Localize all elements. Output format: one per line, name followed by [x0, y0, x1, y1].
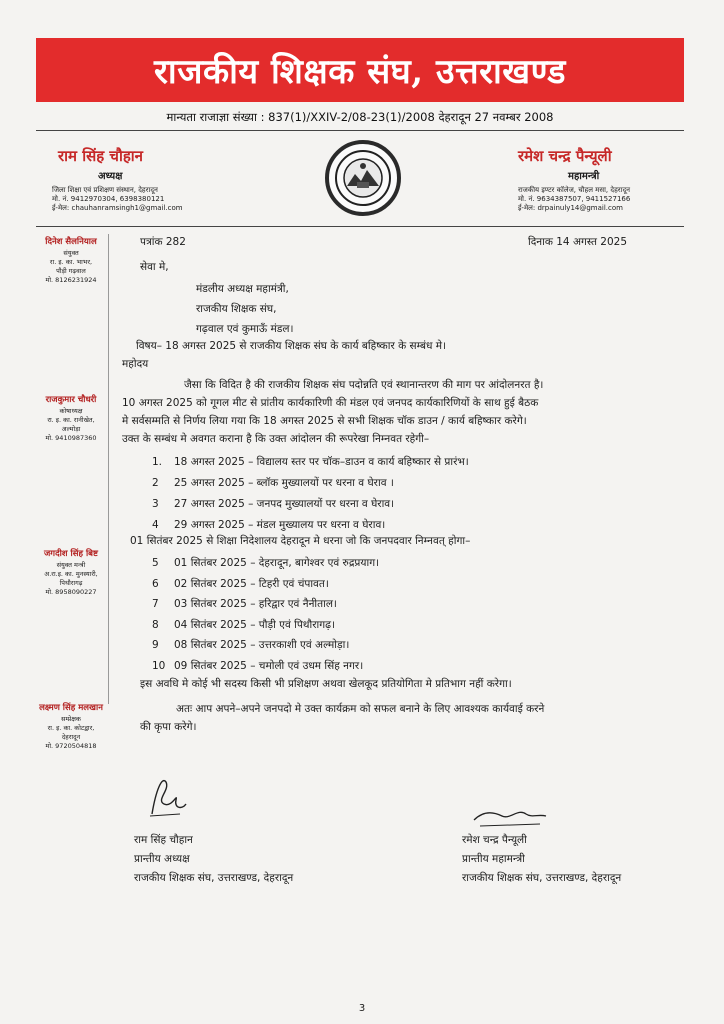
list-item: 9 08 सितंबर 2025 – उत्तरकाशी एवं अल्मोड़ा। — [152, 639, 350, 651]
letter-reference: पत्रांक 282 — [140, 236, 186, 248]
letter-date: दिनाक 14 अगस्त 2025 — [528, 236, 628, 248]
secretary-designation: महामन्त्री — [568, 171, 600, 182]
recognition-line: मान्यता राजाज्ञा संख्या : 837(1)/XXIV-2/08-23(1)/2008 देहरादून 27 नवम्बर 2008 — [166, 110, 554, 124]
officer-name: दिनेश सैलनियाल — [45, 237, 97, 247]
greeting: महोदय — [122, 358, 149, 370]
sidebar-officer: जगदीश सिंह बिष्ट संयुक्त मन्त्री अ.रा.इ. का. मुनस्यारी, पिथौरागढ़ मो. 8958090227 — [36, 548, 106, 597]
list-item: 6 02 सितंबर 2025 – टिहरी एवं चंपावत। — [152, 577, 329, 590]
header-divider — [36, 130, 684, 131]
president-sign-block: राम सिंह चौहान प्रान्तीय अध्यक्ष राजकीय शिक्षक संघ, उत्तराखण्ड, देहरादून — [134, 834, 294, 884]
subject-line: विषय– 18 अगस्त 2025 से राजकीय शिक्षक संघ के कार्य बहिष्कार के सम्बंध मे। — [136, 340, 447, 352]
salutation-to: सेवा मे, — [140, 261, 169, 273]
president-phone: मो. नं. 9412970304, 6398380121 — [52, 195, 165, 203]
secretary-address: राजकीय इण्टर कॉलेज, चौहल मसा, देहरादून — [518, 186, 631, 194]
paragraph-4: इस अवधि मे कोई भी सदस्य किसी भी प्रशिक्षण अथवा खेलकूद प्रतियोगिता मे प्रतिभाग नहीं करेगा। — [140, 678, 512, 690]
officer-name: जगदीश सिंह बिष्ट — [44, 549, 98, 559]
president-address: जिला शिक्षा एवं प्रशिक्षण संस्थान, देहरादून — [52, 186, 158, 194]
president-name: राम सिंह चौहान — [58, 147, 144, 165]
list-item: 10 09 सितंबर 2025 – चमोली एवं उधम सिंह नगर। — [152, 659, 364, 672]
secretary-phone: मो. नं. 9634387507, 9411527166 — [518, 195, 631, 203]
secretary-signature — [470, 800, 550, 832]
list-item: 3 27 अगस्त 2025 – जनपद मुख्यालयों पर धरना व घेराव। — [152, 498, 395, 510]
list-item: 4 29 अगस्त 2025 – मंडल मुख्यालय पर धरना व घेराव। — [152, 519, 386, 531]
president-email: ई-मेल: chauhanramsingh1@gmail.com — [52, 204, 183, 212]
secretary-sign-block: रमेश चन्द्र पैन्यूली प्रान्तीय महामन्त्री राजकीय शिक्षक संघ, उत्तराखण्ड, देहरादून — [462, 834, 622, 884]
page-number: 3 — [358, 1003, 366, 1014]
sidebar-divider — [108, 234, 109, 704]
seal-emblem-icon — [333, 148, 393, 208]
sidebar-officer: लक्ष्मण सिंह मलखान सम्प्रेक्षक रा. इ. का. कोटद्वार, देहरादून मो. 9720504818 — [36, 702, 106, 751]
paragraph-2-line-2: मे सर्वसम्मति से निर्णय लिया गया कि 18 अगस्त 2025 से सभी शिक्षक चॉक डाउन / कार्य बहिष्कार करेगे। — [122, 415, 527, 427]
secretary-name: रमेश चन्द्र पैन्यूली — [518, 147, 612, 165]
paragraph-2-line-1: 10 अगस्त 2025 को गूगल मीट से प्रांतीय कार्यकारिणी की मंडल एवं जनपद कार्यकारिणियों के साथ हुई बैठक — [122, 397, 539, 409]
list-item: 7 03 सितंबर 2025 – हरिद्वार एवं नैनीताल। — [152, 598, 337, 610]
officer-name: लक्ष्मण सिंह मलखान — [39, 703, 103, 713]
paragraph-5-line-1: अतः आप अपने–अपने जनपदो मे उक्त कार्यक्रम को सफल बनाने के लिए आवश्यक कार्यवाई करने — [176, 703, 545, 715]
sidebar-officer: दिनेश सैलनियाल संयुक्त रा. इ. का. भाभर, पौड़ी गढ़वाल मो. 8126231924 — [36, 236, 106, 285]
list-item: 5 01 सितंबर 2025 – देहरादून, बागेश्वर एवं रुद्रप्रयाग। — [152, 557, 380, 569]
officer-name: राजकुमार चौधरी — [45, 395, 97, 405]
phase-1-list — [152, 452, 469, 536]
secretary-block — [518, 146, 678, 213]
list-item: 8 04 सितंबर 2025 – पौड़ी एवं पिथौरागढ़। — [152, 618, 336, 631]
sidebar-officer: राजकुमार चौधरी कोषाध्यक्ष रा. इ. का. रानीखेत, अल्मोड़ा मो. 9410987360 — [36, 394, 106, 443]
paragraph-3: 01 सितंबर 2025 से शिक्षा निदेशालय देहरादून मे धरना जो कि जनपदवार निम्नवत् होगा– — [130, 535, 471, 547]
header-bottom-divider — [36, 226, 684, 227]
secretary-email: ई-मेल: drpainuly14@gmail.com — [518, 204, 623, 212]
paragraph-1: जैसा कि विदित है की राजकीय शिक्षक संघ पदोन्नति एवं स्थानान्तरण की माग पर आंदोलनरत है। — [184, 379, 544, 391]
phase-2-list — [152, 553, 379, 676]
addressee-block: मंडलीय अध्यक्ष महामंत्री, राजकीय शिक्षक संघ, गढ़वाल एवं कुमाऊँ मंडल। — [196, 283, 294, 335]
president-designation: अध्यक्ष — [98, 171, 123, 182]
president-block — [52, 146, 202, 213]
union-seal-logo — [325, 140, 401, 216]
paragraph-5-line-2: की कृपा करेगे। — [140, 721, 197, 733]
paragraph-2-line-3: उक्त के सम्बंध मे अवगत कराना है कि उक्त आंदोलन की रूपरेखा निम्नवत रहेगी– — [122, 433, 430, 445]
org-title-banner — [36, 38, 684, 102]
president-signature — [142, 770, 192, 820]
list-item: 1. 18 अगस्त 2025 – विद्यालय स्तर पर चॉक–डाउन व कार्य बहिष्कार से प्रारंभ। — [152, 456, 469, 468]
org-title: राजकीय शिक्षक संघ, उत्तराखण्ड — [154, 52, 566, 92]
list-item: 2 25 अगस्त 2025 – ब्लॉक मुख्यालयों पर धरना व घेराव । — [152, 477, 394, 489]
